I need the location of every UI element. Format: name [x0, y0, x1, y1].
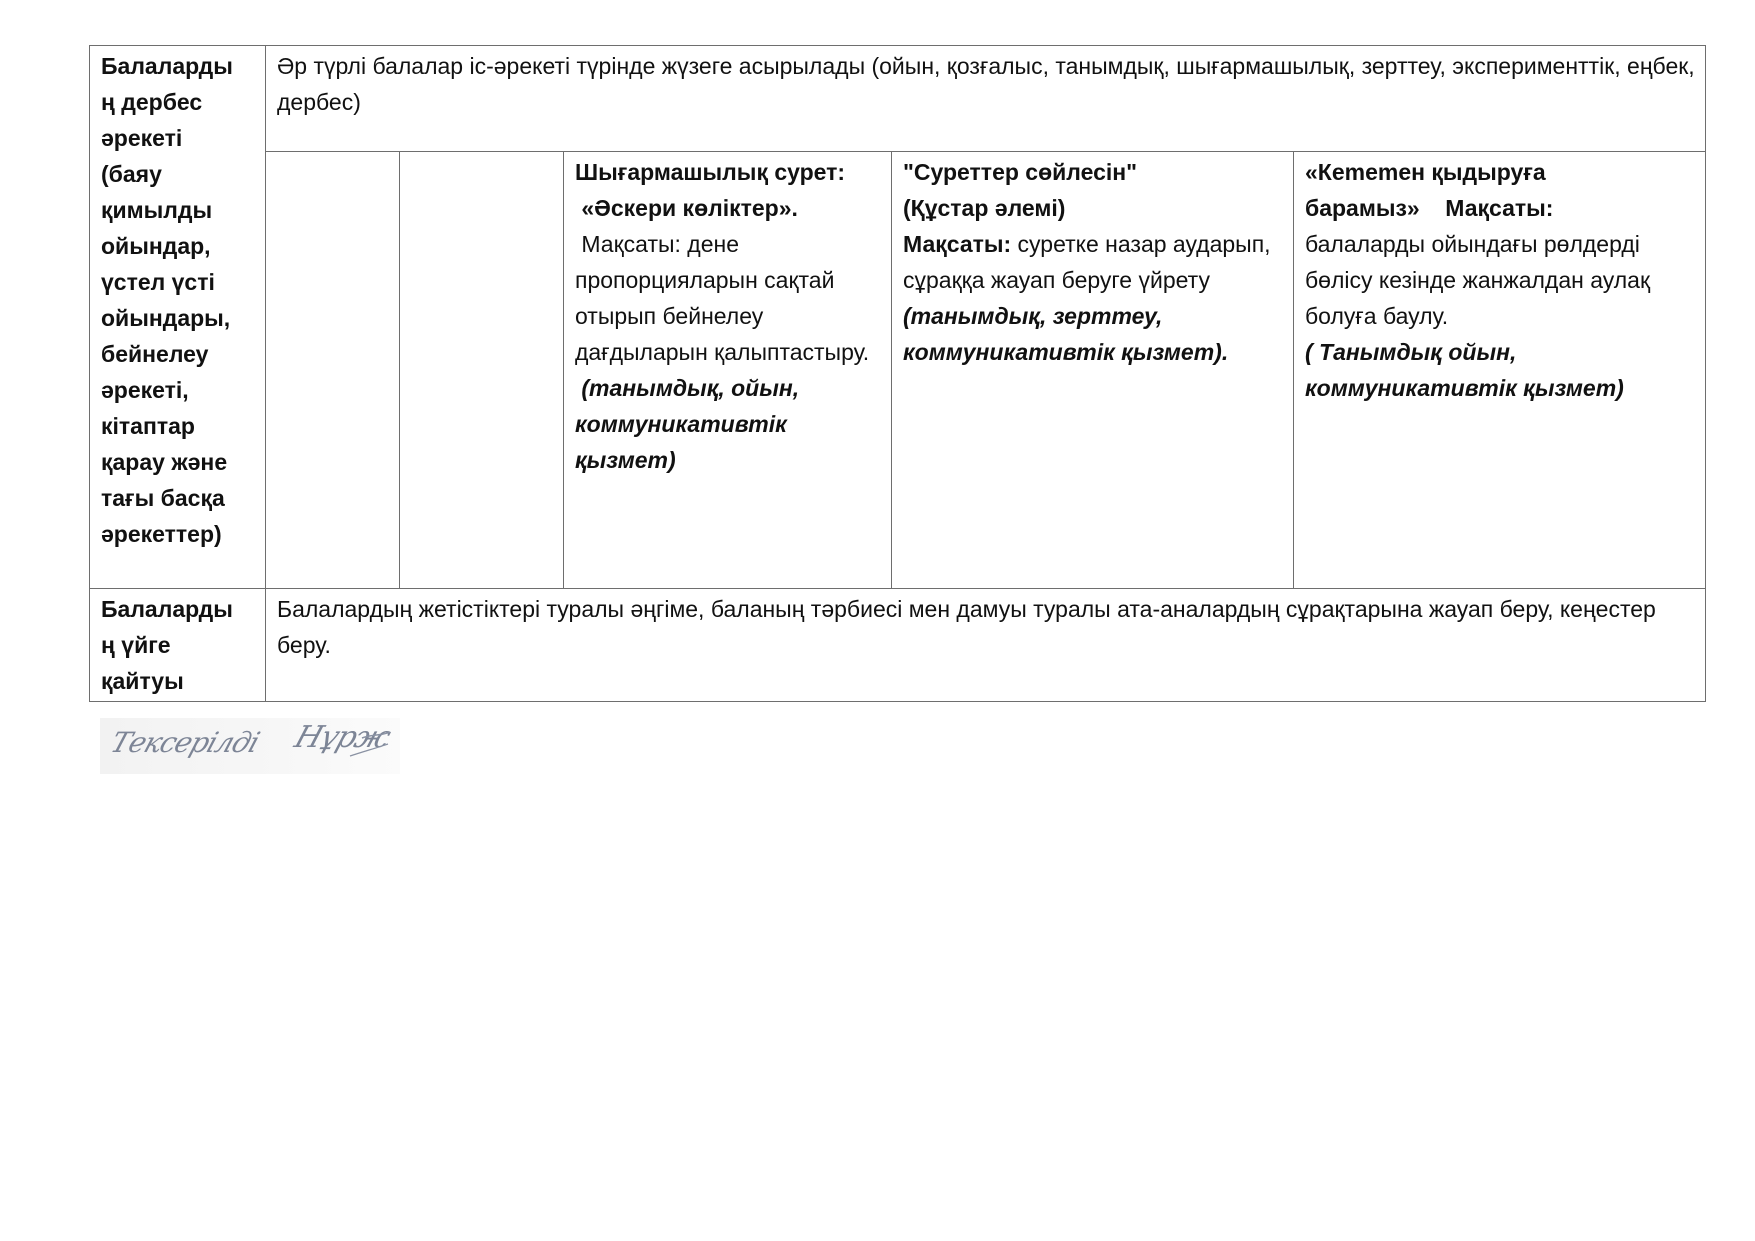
activity-title: Шығармашылық сурет: — [575, 159, 846, 185]
day-cell-2 — [400, 152, 564, 589]
going-home-cell — [266, 589, 1706, 702]
table-row-independent-days — [90, 152, 1706, 589]
activity-note: ( Танымдық ойын, коммуникативтік қызмет) — [1305, 339, 1624, 401]
day-cell-1 — [266, 152, 400, 589]
activity-goal: суретке назар аударып, сұраққа жауап беруге үйрету — [903, 231, 1277, 293]
signature-stamp — [100, 718, 400, 774]
activity-goal-line — [903, 226, 1283, 298]
activity-note: (танымдық, ойын, коммуникативтік қызмет) — [575, 375, 806, 473]
summary-cell — [266, 46, 1706, 152]
summary-text: Әр түрлі балалар іс-әрекеті түрінде жүзеге асырылады (ойын, қозғалыс, танымдық, шығармашылық, зерттеу, эксперименттік, еңбек, дербес) — [277, 53, 1695, 115]
activity-goal: Мақсаты: дене пропорцияларын сақтай отырып бейнелеу дағдыларын қалыптастыру. — [575, 231, 870, 365]
row-label-independent-activity — [90, 46, 266, 589]
activity-title: «Кememен қыдыруға барамыз» — [1305, 159, 1546, 221]
signature-mark: Нұрж — [290, 720, 395, 755]
table-row-going-home — [90, 589, 1706, 702]
activity-subtitle: «Әскери көліктер». — [575, 195, 798, 221]
activity-goal: балаларды ойындағы рөлдерді бөлісу кезінде жанжалдан аулақ болуға баулу. — [1305, 231, 1651, 329]
daily-plan-table — [89, 45, 1706, 702]
table-row-independent-summary — [90, 46, 1706, 152]
going-home-text: Балалардың жетістіктері туралы әңгіме, баланың тәрбиесі мен дамуы туралы ата-аналардың сұрақтарына жауап беру, кеңестер беру. — [277, 596, 1656, 658]
row-label-text: Балаларды ң үйге қайтуы — [101, 596, 233, 694]
row-label-text: Балаларды ң дербес әрекеті (баяу қимылды ойындар, үстел үсті ойындары, бейнелеу әрекеті, кітаптар қарау және тағы басқа әрекеттер) — [101, 53, 233, 547]
day-cell-5 — [1294, 152, 1706, 589]
day-cell-3 — [564, 152, 892, 589]
day-cell-4 — [892, 152, 1294, 589]
activity-goal-label: Мақсаты: — [1445, 195, 1554, 221]
activity-title: "Суреттер сөйлесін" — [903, 159, 1138, 185]
signature-scribble-icon — [100, 718, 400, 774]
signature-word: Тексерілді — [106, 726, 264, 759]
row-label-going-home — [90, 589, 266, 702]
activity-note: (танымдық, зерттеу, коммуникативтік қызмет). — [903, 303, 1229, 365]
activity-subtitle: (Құстар әлемі) — [903, 195, 1066, 221]
activity-goal-label: Мақсаты: — [903, 231, 1012, 257]
activity-title-line — [1305, 154, 1695, 226]
